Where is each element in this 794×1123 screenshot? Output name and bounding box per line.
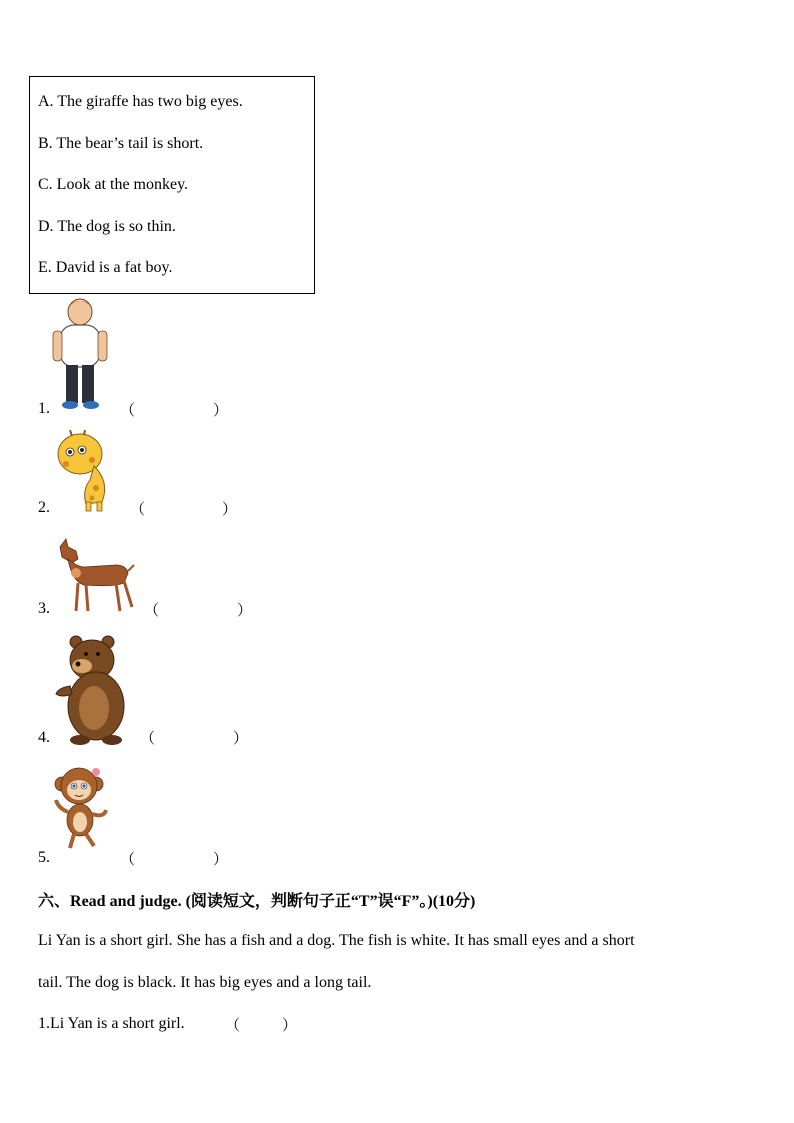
judge-question-1: 1.Li Yan is a short girl. [38, 1015, 185, 1032]
passage-line-2: tail. The dog is black. It has big eyes and a long tail. [38, 974, 372, 991]
judge-open-paren-1: （ [225, 1018, 241, 1034]
fat-boy-icon [50, 297, 110, 412]
question-5-number: 5. [38, 849, 50, 866]
answer-blank-5[interactable] [134, 847, 212, 867]
answer-blank-1[interactable] [134, 398, 212, 418]
judge-answer-blank-1[interactable] [240, 1013, 282, 1033]
question-2-number: 2. [38, 499, 50, 516]
question-1-number: 1. [38, 400, 50, 417]
answer-blank-2[interactable] [144, 497, 222, 517]
section-6-instruction: (阅读短文，判断句子正“T”误“F”。)(10分) [181, 893, 476, 910]
passage-line-1: Li Yan is a short girl. She has a fish and a dog. The fish is white. It has small eyes and a short [38, 932, 635, 949]
section-6-title: Read and judge. [70, 893, 182, 910]
question-3-number: 3. [38, 600, 50, 617]
option-e: E. David is a fat boy. [38, 259, 173, 276]
section-6-heading [38, 888, 475, 911]
answer-open-paren-1: （ [120, 403, 136, 419]
answer-close-paren-1: ） [213, 403, 229, 419]
answer-open-paren-4: （ [140, 731, 156, 747]
answer-close-paren-5: ） [213, 852, 229, 868]
option-d: D. The dog is so thin. [38, 218, 176, 235]
answer-blank-4[interactable] [154, 726, 232, 746]
giraffe-icon [52, 430, 114, 512]
answer-blank-3[interactable] [158, 598, 236, 618]
question-4-number: 4. [38, 729, 50, 746]
judge-close-paren-1: ） [282, 1018, 298, 1034]
answer-open-paren-2: （ [130, 502, 146, 518]
answer-open-paren-5: （ [120, 852, 136, 868]
answer-close-paren-2: ） [222, 502, 238, 518]
option-c: C. Look at the monkey. [38, 176, 189, 193]
answer-open-paren-3: （ [144, 603, 160, 619]
options-box [29, 76, 315, 294]
option-a: A. The giraffe has two big eyes. [38, 93, 243, 110]
bear-icon [52, 634, 132, 746]
dog-icon [54, 537, 136, 614]
option-b: B. The bear’s tail is short. [38, 135, 204, 152]
section-6-prefix: 六、 [38, 893, 71, 910]
monkey-icon [50, 764, 112, 852]
answer-close-paren-3: ） [237, 603, 253, 619]
answer-close-paren-4: ） [233, 731, 249, 747]
